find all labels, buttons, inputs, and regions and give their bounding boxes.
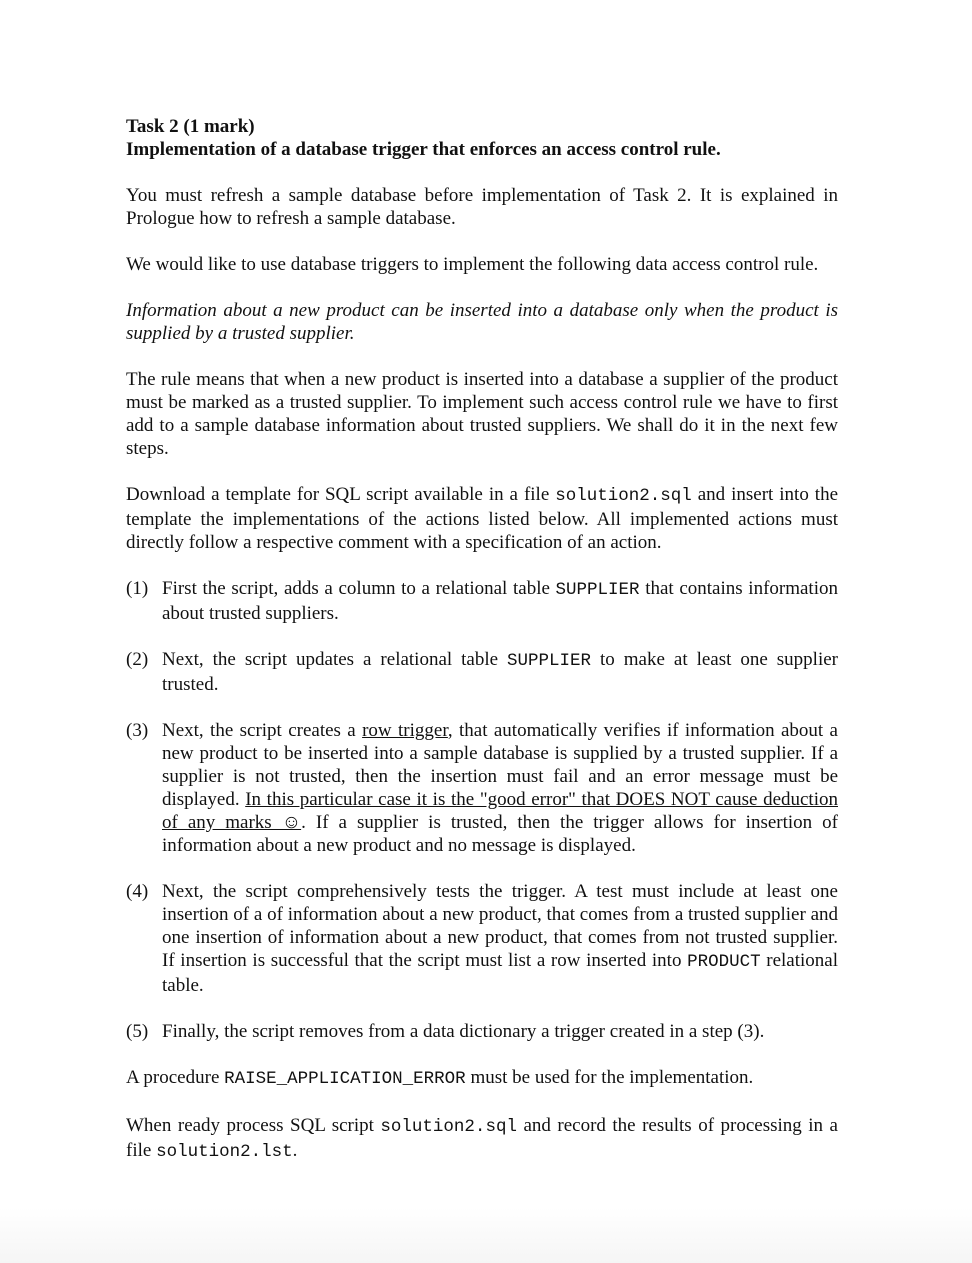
text: and record the results of processing in a file <box>126 1115 838 1161</box>
text: to make at least one supplier trusted. <box>162 649 838 695</box>
text: that contains information about trusted suppliers. <box>162 578 838 624</box>
file-name: solution2.lst <box>156 1142 293 1162</box>
text: and insert into the template the implementations of the actions listed below. All implemented actions must directly follow a respective comment with a specification of an action. <box>126 484 839 553</box>
text: Next, the script comprehensively tests the trigger. A test must include at least one insertion of a of information about a new product, that comes from a trusted supplier and one insertion of information about a new product, that comes from not trusted supplier. If insertion is successful that the script must list a row inserted into <box>162 881 838 971</box>
page-bottom-shadow <box>0 1208 972 1263</box>
table-name: PRODUCT <box>687 952 761 972</box>
task-heading: Task 2 (1 mark) <box>126 116 255 137</box>
step-number: (2) <box>126 649 149 670</box>
text: . <box>292 1140 298 1161</box>
paragraph-intro-rule: We would like to use database triggers to implement the following data access control rule. <box>126 254 819 275</box>
file-name: solution2.sql <box>555 486 692 506</box>
text: relational table. <box>162 950 838 996</box>
paragraph-process <box>126 1114 838 1164</box>
step-5 <box>126 1020 838 1043</box>
text: A procedure <box>126 1067 225 1088</box>
procedure-name: RAISE_APPLICATION_ERROR <box>224 1069 466 1089</box>
text: Next, the script creates a <box>162 720 363 741</box>
paragraph-rule-explanation: The rule means that when a new product is inserted into a database a supplier of the product must be marked as a trusted supplier. To implement such access control rule we have to first add to a sample database information about trusted suppliers. We shall do it in the next few steps. <box>126 369 838 459</box>
step-text: Finally, the script removes from a data dictionary a trigger created in a step (3). <box>162 1021 765 1042</box>
step-4 <box>126 880 838 997</box>
table-name: SUPPLIER <box>555 580 640 600</box>
text: , that automatically verifies if information about a new product to be inserted into a sample database is supplied by a trusted supplier. If a supplier is not trusted, then the insertion must fail and an error message must be displayed. <box>162 720 838 810</box>
step-number: (5) <box>126 1021 149 1042</box>
good-error-note: In this particular case it is the "good error" that DOES NOT cause deduction of any marks ☺ <box>162 789 838 833</box>
table-name: SUPPLIER <box>507 651 592 671</box>
step-2 <box>126 648 838 696</box>
text: must be used for the implementation. <box>465 1067 754 1088</box>
text: . If a supplier is trusted, then the trigger allows for insertion of information about a new product and no message is displayed. <box>162 812 838 856</box>
step-1 <box>126 577 838 625</box>
step-3 <box>126 719 838 857</box>
file-name: solution2.sql <box>380 1117 517 1137</box>
step-number: (4) <box>126 881 149 902</box>
paragraph-template <box>126 483 838 554</box>
text: First the script, adds a column to a relational table <box>162 578 556 599</box>
step-number: (3) <box>126 720 149 741</box>
text: Download a template for SQL script available in a file <box>126 484 556 505</box>
text: When ready process SQL script <box>126 1115 381 1136</box>
paragraph-refresh: You must refresh a sample database before implementation of Task 2. It is explained in Prologue how to refresh a sample database. <box>126 185 838 229</box>
document-page <box>126 115 838 1164</box>
row-trigger-text: row trigger <box>362 720 448 741</box>
text: Next, the script updates a relational table <box>162 649 508 670</box>
access-control-rule: Information about a new product can be inserted into a database only when the product is supplied by a trusted supplier. <box>126 300 838 344</box>
step-number: (1) <box>126 578 149 599</box>
paragraph-procedure <box>126 1066 838 1091</box>
task-subheading: Implementation of a database trigger that enforces an access control rule. <box>126 139 721 160</box>
